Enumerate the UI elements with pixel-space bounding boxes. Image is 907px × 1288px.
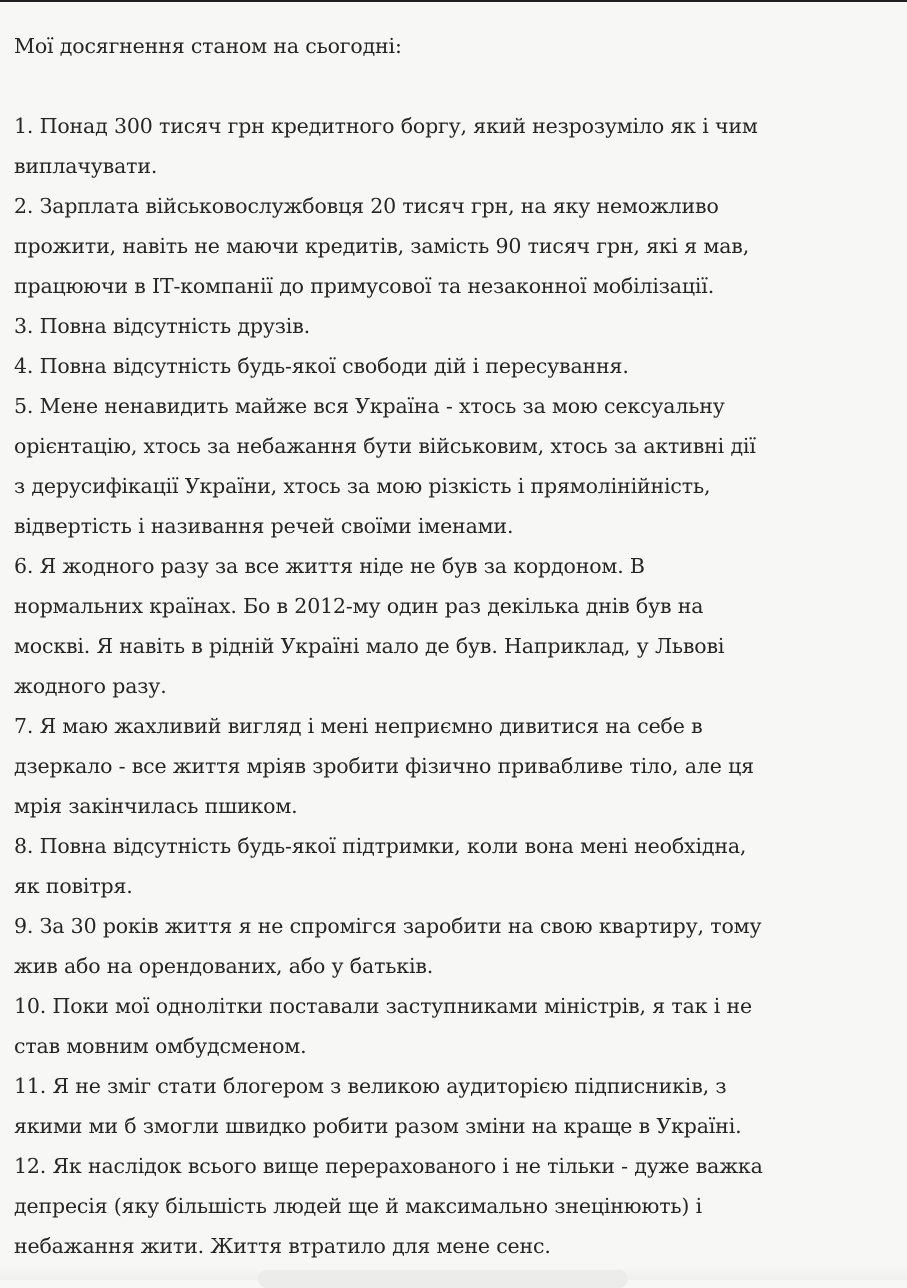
list-item-line: як повітря. — [14, 874, 133, 898]
list-item-line: дзеркало - все життя мріяв зробити фізично привабливе тіло, але ця — [14, 754, 754, 778]
list-item — [14, 106, 894, 186]
list-item-line: став мовним омбудсменом. — [14, 1034, 307, 1058]
list-item-line: 8. Повна відсутність будь-якої підтримки, коли вона мені необхідна, — [14, 834, 747, 858]
list-item-line: працюючи в ІТ-компанії до примусової та незаконної мобілізації. — [14, 274, 715, 298]
list-item — [14, 706, 894, 826]
list-item-line: мрія закінчилась пшиком. — [14, 794, 298, 818]
list-item-line: з дерусифікації України, хтось за мою різкість і прямолінійність, — [14, 474, 711, 498]
list-item-line: виплачувати. — [14, 154, 158, 178]
list-item-line: 11. Я не зміг стати блогером з великою аудиторією підписників, з — [14, 1074, 727, 1098]
list-item-line: жив або на орендованих, або у батьків. — [14, 954, 434, 978]
list-item-line: 10. Поки мої однолітки поставали заступниками міністрів, я так і не — [14, 994, 752, 1018]
post-heading: Мої досягнення станом на сьогодні: — [14, 34, 402, 58]
list-item — [14, 306, 894, 346]
list-item — [14, 1146, 894, 1266]
list-item-line: 12. Як наслідок всього вище перерахованого і не тільки - дуже важка — [14, 1154, 763, 1178]
list-item — [14, 826, 894, 906]
list-item — [14, 186, 894, 306]
list-item-line: прожити, навіть не маючи кредитів, замість 90 тисяч грн, які я мав, — [14, 234, 750, 258]
list-item-line: жодного разу. — [14, 674, 167, 698]
list-item — [14, 1066, 894, 1146]
list-item-line: нормальних країнах. Бо в 2012-му один раз декілька днів був на — [14, 594, 704, 618]
list-item-line: 6. Я жодного разу за все життя ніде не був за кордоном. В — [14, 554, 645, 578]
list-item — [14, 546, 894, 706]
list-item-line: москві. Я навіть в рідній Україні мало де був. Наприклад, у Львові — [14, 634, 725, 658]
post-text — [14, 26, 894, 1266]
list-item-line: 2. Зарплата військовослужбовця 20 тисяч грн, на яку неможливо — [14, 194, 719, 218]
achievements-list — [14, 106, 894, 1266]
list-item-line: 5. Мене ненавидить майже вся Україна - хтось за мою сексуальну — [14, 394, 725, 418]
list-item-line: 7. Я маю жахливий вигляд і мені неприємно дивитися на себе в — [14, 714, 703, 738]
list-item-line: орієнтацію, хтось за небажання бути військовим, хтось за активні дії — [14, 434, 756, 458]
bottom-pill — [258, 1270, 628, 1288]
list-item-line: відвертість і називання речей своїми іменами. — [14, 514, 514, 538]
list-item — [14, 986, 894, 1066]
list-item — [14, 346, 894, 386]
top-border — [0, 0, 907, 2]
list-item-line: 9. За 30 років життя я не спромігся заробити на свою квартиру, тому — [14, 914, 762, 938]
list-item-line: небажання жити. Життя втратило для мене сенс. — [14, 1234, 551, 1258]
list-item-line: депресія (яку більшість людей ще й максимально знецінюють) і — [14, 1194, 703, 1218]
list-item-line: 1. Понад 300 тисяч грн кредитного боргу, який незрозуміло як і чим — [14, 114, 758, 138]
list-item — [14, 906, 894, 986]
list-item-line: 4. Повна відсутність будь-якої свободи дій і пересування. — [14, 354, 629, 378]
blank-line — [14, 66, 894, 106]
list-item — [14, 386, 894, 546]
list-item-line: 3. Повна відсутність друзів. — [14, 314, 310, 338]
list-item-line: якими ми б змогли швидко робити разом зміни на краще в Україні. — [14, 1114, 742, 1138]
